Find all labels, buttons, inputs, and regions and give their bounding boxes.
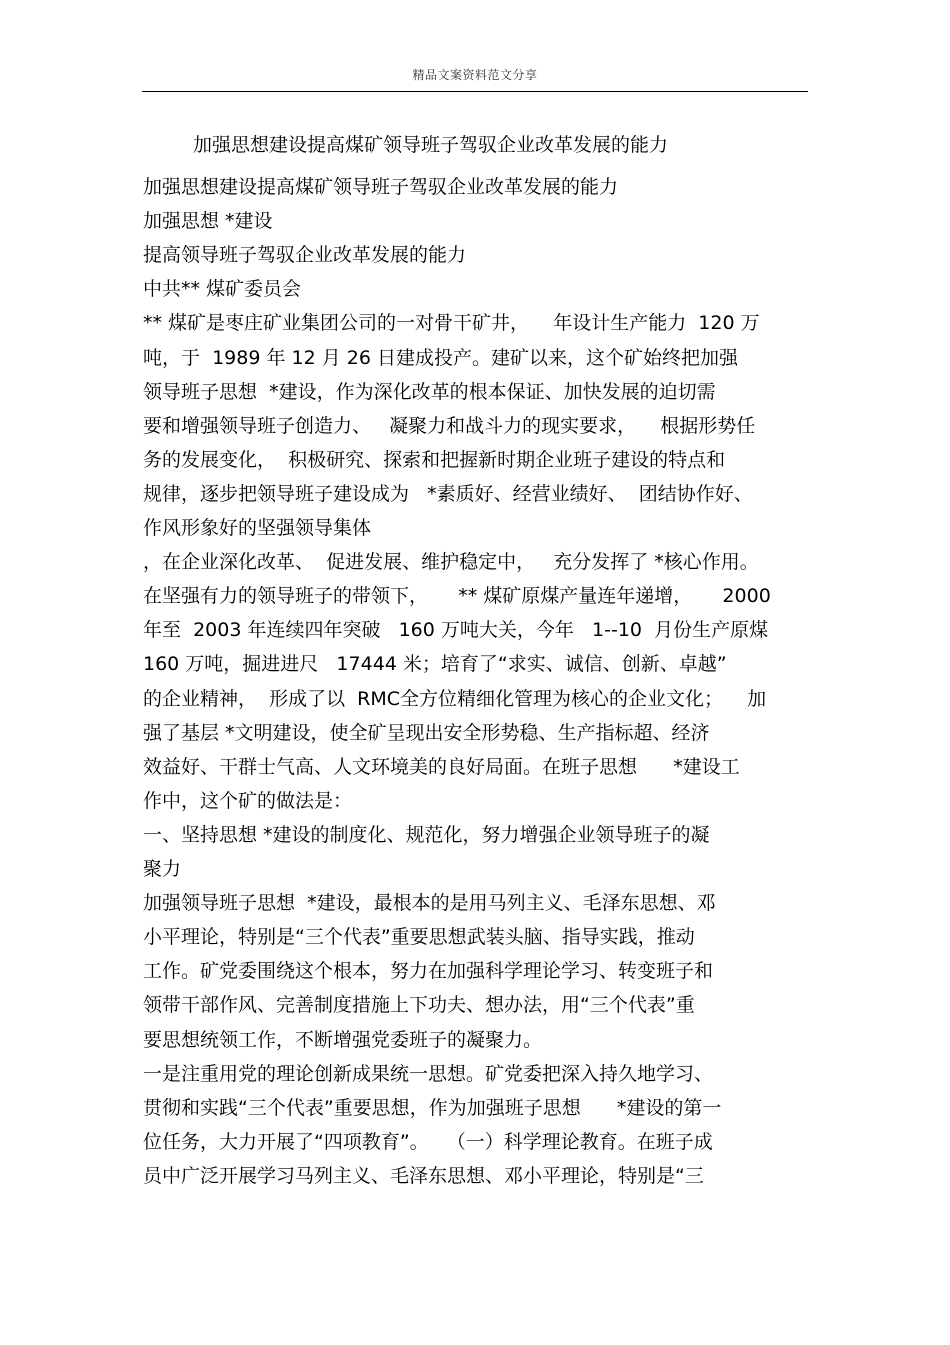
body-line: 聚力 — [143, 858, 182, 880]
body-line: 一是注重用党的理论创新成果统一思想。矿党委把深入持久地学习、 — [143, 1062, 714, 1085]
body-line: 规律，逐步把领导班子建设成为 *素质好、经营业绩好、 团结协作好、 — [143, 482, 753, 505]
body-line: 强了基层 *文明建设，使全矿呈现出安全形势稳、生产指标超、经济 — [143, 721, 710, 744]
body-line: 务的发展变化， 积极研究、探索和把握新时期企业班子建设的特点和 — [143, 448, 726, 471]
body-line: 吨，于 1989 年 12 月 26 日建成投产。建矿以来，这个矿始终把加强 — [143, 346, 738, 369]
page-header: 精品文案资料范文分享 — [412, 68, 538, 82]
body-line: 位任务，大力开展了“四项教育”。 （一）科学理论教育。在班子成 — [143, 1130, 713, 1153]
body-line: 加强领导班子思想 *建设，最根本的是用马列主义、毛泽东思想、邓 — [143, 892, 716, 915]
body-line: 一、坚持思想 *建设的制度化、规范化，努力增强企业领导班子的凝 — [143, 823, 710, 846]
body-line: 加强思想 *建设 — [143, 210, 273, 233]
body-line: 中共** 煤矿委员会 — [143, 278, 302, 301]
header-divider — [142, 91, 808, 92]
body-line: 领导班子思想 *建设，作为深化改革的根本保证、加快发展的迫切需 — [143, 380, 716, 403]
body-line: 年至 2003 年连续四年突破 160 万吨大关，今年 1--10 月份生产原煤 — [143, 619, 769, 642]
body-line: 加强思想建设提高煤矿领导班子驾驭企业改革发展的能力 — [143, 176, 619, 198]
body-line: 160 万吨，掘进进尺 17444 米；培育了“求实、诚信、创新、卓越” — [143, 653, 727, 676]
body-line: 要思想统领工作，不断增强党委班子的凝聚力。 — [143, 1028, 543, 1051]
body-line: 的企业精神， 形成了以 RMC全方位精细化管理为核心的企业文化； 加 — [143, 687, 767, 710]
document-title: 加强思想建设提高煤矿领导班子驾驭企业改革发展的能力 — [193, 134, 669, 156]
body-line: 提高领导班子驾驭企业改革发展的能力 — [143, 244, 467, 267]
body-line: 作中，这个矿的做法是： — [143, 789, 353, 812]
body-line: 在坚强有力的领导班子的带领下， ** 煤矿原煤产量连年递增， 2000 — [143, 585, 771, 608]
body-line: 领带干部作风、完善制度措施上下功夫、想办法，用“三个代表”重 — [143, 994, 695, 1017]
body-line: 作风形象好的坚强领导集体 — [143, 517, 372, 539]
body-line: 小平理论，特别是“三个代表”重要思想武装头脑、指导实践，推动 — [143, 926, 695, 949]
body-line: ** 煤矿是枣庄矿业集团公司的一对骨干矿井， 年设计生产能力 120 万 — [143, 312, 760, 335]
body-line: 要和增强领导班子创造力、 凝聚力和战斗力的现实要求， 根据形势任 — [143, 414, 756, 437]
body-line: 效益好、干群士气高、人文环境美的良好局面。在班子思想 *建设工 — [143, 755, 740, 778]
body-line: ，在企业深化改革、 促进发展、维护稳定中， 充分发挥了 *核心作用。 — [143, 551, 759, 574]
body-line: 贯彻和实践“三个代表”重要思想，作为加强班子思想 *建设的第一 — [143, 1096, 722, 1119]
body-line: 工作。矿党委围绕这个根本，努力在加强科学理论学习、转变班子和 — [143, 960, 714, 983]
body-line: 员中广泛开展学习马列主义、毛泽东思想、邓小平理论，特别是“三 — [143, 1164, 704, 1187]
